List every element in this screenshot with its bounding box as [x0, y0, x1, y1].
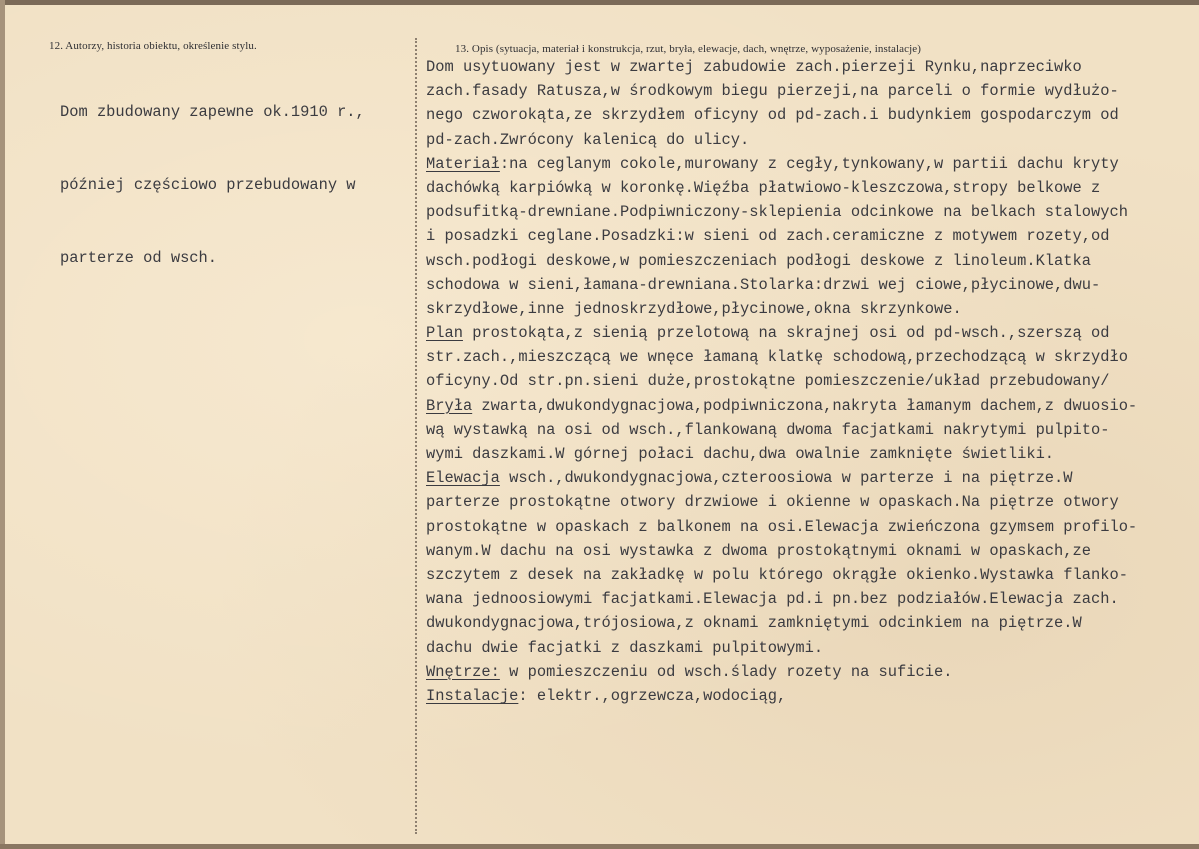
text-line	[426, 176, 1137, 200]
line-text: podsufitką-drewniane.Podpiwniczony-sklepienia odcinkowe na belkach stalowych	[426, 203, 1128, 222]
text-line	[426, 152, 1137, 176]
sheet-left-edge	[0, 0, 5, 849]
line-text: oficyny.Od str.pn.sieni duże,prostokątne pomieszczenie/układ przebudowany/	[426, 372, 1110, 391]
text-line	[426, 636, 1137, 660]
text-line	[426, 587, 1137, 611]
sheet-bottom-edge	[0, 844, 1199, 849]
line-text: i posadzki ceglane.Posadzki:w sieni od zach.ceramiczne z motywem rozety,od	[426, 227, 1110, 246]
text-line	[426, 442, 1137, 466]
line-text: wsch.podłogi deskowe,w pomieszczeniach podłogi deskowe z linoleum.Klatka	[426, 251, 1091, 270]
line-text: dachu dwie facjatki z daszkami pulpitowymi.	[426, 638, 824, 657]
line-text: dwukondygnacjowa,trójosiowa,z oknami zamkniętymi odcinkiem na piętrze.W	[426, 614, 1082, 633]
field-12-header: 12. Autorzy, historia obiektu, określenie stylu.	[49, 40, 257, 52]
text-line	[426, 55, 1137, 79]
text-line	[426, 466, 1137, 490]
line-text: parterze prostokątne otwory drzwiowe i okienne w opaskach.Na piętrze otwory	[426, 493, 1119, 512]
section-heading: Plan	[426, 324, 463, 343]
line-text: nego czworokąta,ze skrzydłem oficyny od pd-zach.i budynkiem gospodarczym od	[426, 106, 1119, 125]
section-heading: Instalacje	[426, 686, 519, 705]
line-text: wanym.W dachu na osi wystawka z dwoma prostokątnymi oknami w opaskach,ze	[426, 541, 1091, 560]
line-text: prostokątne w opaskach z balkonem na osi.Elewacja zwieńczona gzymsem profilo-	[426, 517, 1138, 536]
line-text: wana jednoosiowymi facjatkami.Elewacja pd.i pn.bez podziałów.Elewacja zach.	[426, 590, 1119, 609]
text-line	[426, 418, 1137, 442]
text-line	[426, 369, 1137, 393]
line-text: prostokąta,z sienią przelotową na skrajnej osi od pd-wsch.,szerszą od	[462, 324, 1110, 343]
text-line	[426, 103, 1137, 127]
text-line	[426, 684, 1137, 708]
line-text: pd-zach.Zwrócony kalenicą do ulicy.	[426, 130, 750, 149]
field-12-text	[60, 52, 365, 318]
section-heading: Materiał	[426, 154, 500, 173]
line-text: wą wystawką na osi od wsch.,flankowaną dwoma facjatkami nakrytymi pulpito-	[426, 420, 1110, 439]
text-line	[426, 563, 1137, 587]
section-heading: Elewacja	[426, 469, 500, 488]
text-line	[426, 128, 1137, 152]
line-text: : elektr.,ogrzewcza,wodociąg,	[518, 686, 787, 705]
line-text: wymi daszkami.W górnej połaci dachu,dwa owalnie zamknięte świetliki.	[426, 445, 1055, 463]
text-line: później częściowo przebudowany w	[60, 176, 356, 194]
text-line	[426, 200, 1137, 224]
line-text: dachówką karpiówką w koronkę.Więźba płatwiowo-kleszczowa,stropy belkowe z	[426, 178, 1101, 197]
field-13-text	[426, 55, 1137, 708]
line-text: w pomieszczeniu od wsch.ślady rozety na suficie.	[499, 662, 953, 681]
text-line: parterze od wsch.	[60, 248, 218, 267]
line-text: skrzydłowe,inne jednoskrzydłowe,płycinowe,okna skrzynkowe.	[426, 299, 962, 318]
text-line	[426, 273, 1137, 297]
line-text: zwarta,dwukondygnacjowa,podpiwniczona,nakryta łamanym dachem,z dwuosio-	[472, 396, 1138, 415]
field-13-header: 13. Opis (sytuacja, materiał i konstrukcja, rzut, bryła, elewacje, dach, wnętrze, wyposażenie, instalacje)	[455, 43, 921, 55]
line-text: str.zach.,mieszczącą we wnęce łamaną klatkę schodową,przechodzącą w skrzydło	[426, 348, 1128, 367]
column-divider	[415, 38, 417, 834]
line-text: zach.fasady Ratusza,w środkowym biegu pierzeji,na parceli o formie wydłużo-	[426, 82, 1119, 101]
section-heading: Wnętrze:	[426, 662, 500, 681]
text-line	[426, 515, 1137, 539]
line-text: szczytem z desek na zakładkę w polu którego okrągłe okienko.Wystawka flanko-	[426, 565, 1128, 584]
line-text: schodowa w sieni,łamana-drewniana.Stolarka:drzwi wej ciowe,płycinowe,dwu-	[426, 275, 1101, 294]
text-line	[426, 249, 1137, 273]
text-line	[426, 611, 1137, 635]
text-line	[426, 490, 1137, 514]
sheet-top-edge	[0, 0, 1199, 5]
text-line	[426, 79, 1137, 103]
text-line	[426, 224, 1137, 248]
line-text: wsch.,dwukondygnacjowa,czteroosiowa w parterze i na piętrze.W	[499, 469, 1073, 488]
text-line: Dom zbudowany zapewne ok.1910 r.,	[60, 103, 365, 122]
text-line	[426, 297, 1137, 321]
text-line	[426, 394, 1137, 418]
text-line	[426, 660, 1137, 684]
section-heading: Bryła	[426, 396, 473, 415]
text-line	[426, 539, 1137, 563]
line-text: :na ceglanym cokole,murowany z cegły,tynkowany,w partii dachu kryty	[499, 154, 1119, 173]
text-line	[426, 321, 1137, 345]
line-text: Dom usytuowany jest w zwartej zabudowie zach.pierzeji Rynku,naprzeciwko	[426, 58, 1082, 76]
text-line	[426, 345, 1137, 369]
